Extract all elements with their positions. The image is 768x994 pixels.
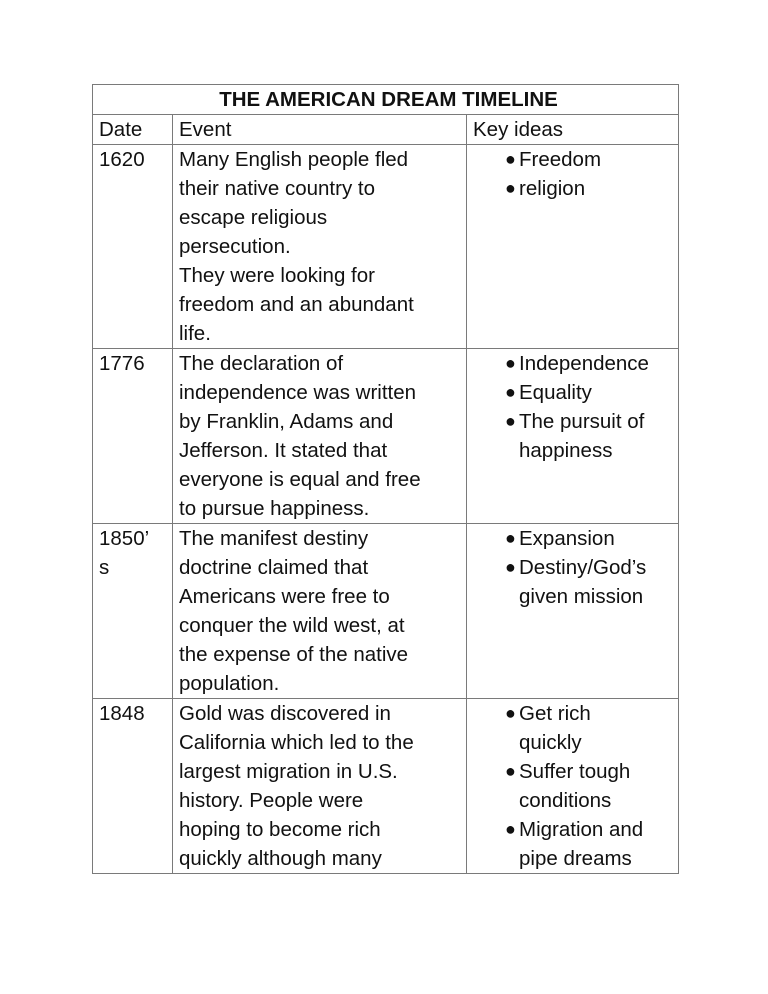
event-line: persecution.	[179, 235, 291, 258]
key-idea-line: Equality	[519, 381, 592, 404]
key-idea-item	[473, 174, 678, 203]
date-text: s	[99, 556, 110, 579]
date-text: 1776	[99, 352, 145, 375]
table-title: THE AMERICAN DREAM TIMELINE	[93, 85, 679, 115]
event-line: California which led to the	[179, 731, 414, 754]
event-line: They were looking for	[179, 264, 375, 287]
key-idea-line: Get rich	[519, 702, 591, 725]
key-idea-line: Freedom	[519, 148, 602, 171]
bullet-icon: ●	[505, 761, 516, 781]
date-text: 1850’	[99, 527, 150, 550]
key-ideas-list	[473, 524, 678, 611]
event-line: hoping to become rich	[179, 818, 381, 841]
bullet-icon: ●	[505, 178, 516, 198]
key-ideas-cell	[467, 524, 679, 699]
header-row	[93, 115, 679, 145]
date-cell	[93, 349, 173, 524]
event-cell	[173, 699, 467, 874]
key-ideas-cell	[467, 349, 679, 524]
event-line: to pursue happiness.	[179, 497, 370, 520]
key-idea-item	[473, 815, 678, 873]
event-line: escape religious	[179, 206, 328, 229]
key-idea-item	[473, 757, 678, 815]
key-idea-item	[473, 553, 678, 611]
event-line: population.	[179, 672, 280, 695]
header-key-ideas: Key ideas	[467, 115, 679, 145]
event-line: Americans were free to	[179, 585, 390, 608]
key-idea-line: The pursuit of	[519, 410, 645, 433]
date-cell	[93, 699, 173, 874]
key-idea-line: Migration and	[519, 818, 644, 841]
event-line: everyone is equal and free	[179, 468, 421, 491]
title-row	[93, 85, 679, 115]
event-line: Many English people fled	[179, 148, 409, 171]
date-cell	[93, 524, 173, 699]
event-line: Gold was discovered in	[179, 702, 391, 725]
key-ideas-list	[473, 349, 678, 465]
key-idea-line: Destiny/God’s	[519, 556, 647, 579]
bullet-icon: ●	[505, 353, 516, 373]
header-event: Event	[173, 115, 467, 145]
bullet-icon: ●	[505, 149, 516, 169]
event-cell	[173, 349, 467, 524]
event-cell	[173, 524, 467, 699]
key-idea-line: religion	[519, 177, 586, 200]
key-idea-line: happiness	[519, 439, 613, 462]
event-cell	[173, 145, 467, 349]
key-ideas-list	[473, 699, 678, 873]
key-idea-line: Independence	[519, 352, 649, 375]
event-line: The manifest destiny	[179, 527, 369, 550]
key-idea-item	[473, 349, 678, 378]
event-line: independence was written	[179, 381, 417, 404]
key-idea-item	[473, 378, 678, 407]
table-row	[93, 524, 679, 699]
key-idea-item	[473, 524, 678, 553]
bullet-icon: ●	[505, 528, 516, 548]
event-line: history. People were	[179, 789, 364, 812]
event-line: their native country to	[179, 177, 375, 200]
date-cell	[93, 145, 173, 349]
key-idea-line: quickly	[519, 731, 582, 754]
key-idea-line: Expansion	[519, 527, 615, 550]
key-ideas-cell	[467, 145, 679, 349]
timeline-table	[92, 84, 679, 874]
key-idea-item	[473, 145, 678, 174]
table-row	[93, 699, 679, 874]
event-line: largest migration in U.S.	[179, 760, 398, 783]
key-idea-item	[473, 407, 678, 465]
bullet-icon: ●	[505, 819, 516, 839]
key-idea-line: pipe dreams	[519, 847, 632, 870]
bullet-icon: ●	[505, 411, 516, 431]
bullet-icon: ●	[505, 703, 516, 723]
key-ideas-cell	[467, 699, 679, 874]
event-line: by Franklin, Adams and	[179, 410, 394, 433]
event-line: quickly although many	[179, 847, 382, 870]
event-line: the expense of the native	[179, 643, 409, 666]
key-idea-line: given mission	[519, 585, 644, 608]
event-line: conquer the wild west, at	[179, 614, 405, 637]
date-text: 1620	[99, 148, 145, 171]
date-text: 1848	[99, 702, 145, 725]
event-line: life.	[179, 322, 211, 345]
event-line: freedom and an abundant	[179, 293, 414, 316]
key-idea-line: Suffer tough	[519, 760, 631, 783]
key-idea-line: conditions	[519, 789, 612, 812]
table-row	[93, 145, 679, 349]
bullet-icon: ●	[505, 382, 516, 402]
event-line: doctrine claimed that	[179, 556, 369, 579]
key-idea-item	[473, 699, 678, 757]
table-row	[93, 349, 679, 524]
key-ideas-list	[473, 145, 678, 203]
bullet-icon: ●	[505, 557, 516, 577]
header-date: Date	[93, 115, 173, 145]
event-line: The declaration of	[179, 352, 344, 375]
event-line: Jefferson. It stated that	[179, 439, 388, 462]
